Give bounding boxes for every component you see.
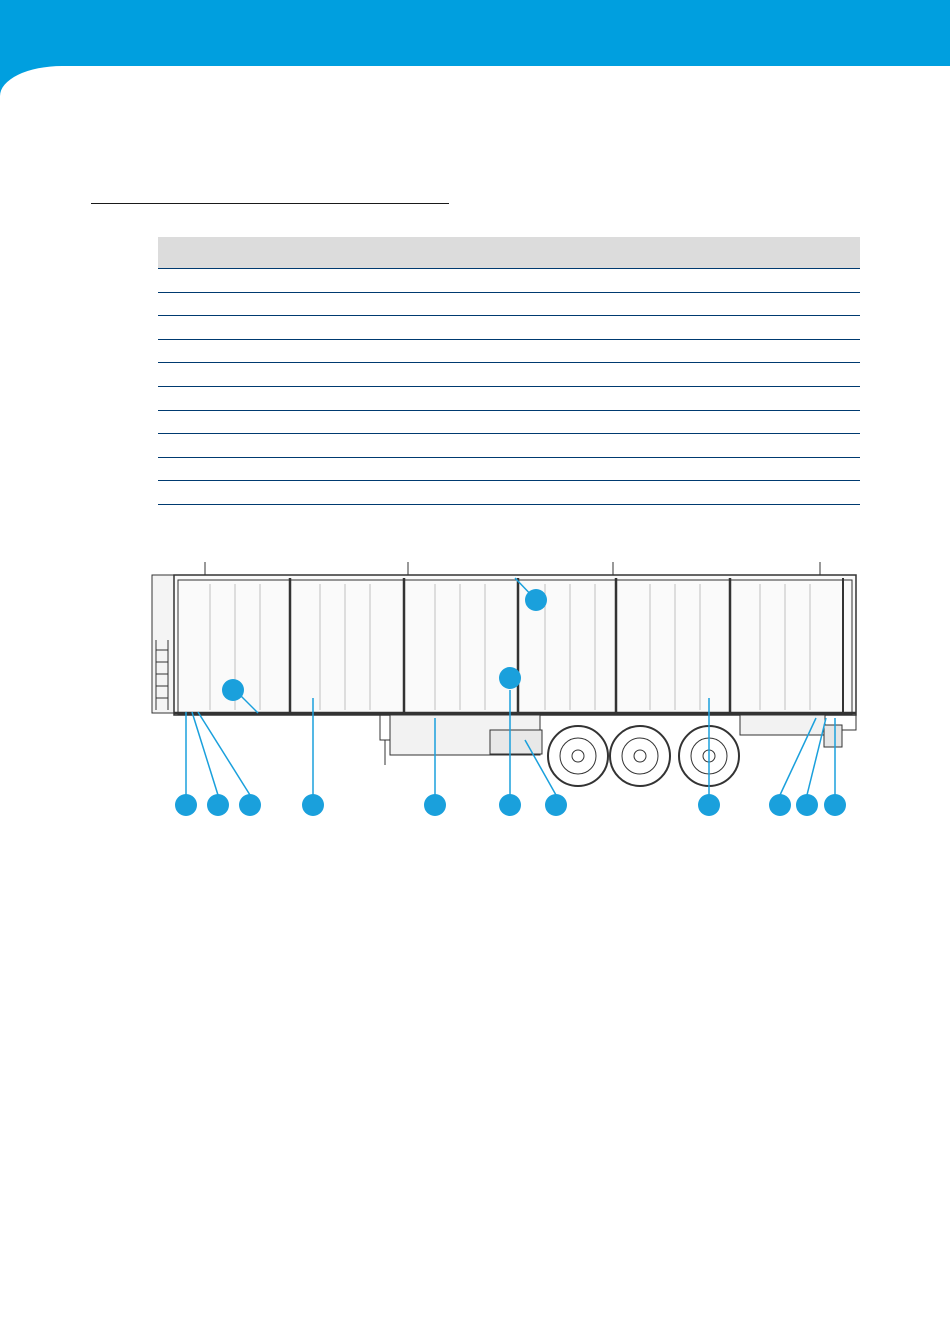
- table-row: [158, 434, 860, 458]
- parts-table: [158, 237, 860, 505]
- table-row: [158, 363, 860, 387]
- table-header: [158, 237, 860, 269]
- callout-marker: [239, 794, 261, 816]
- section-heading-rule: [91, 203, 449, 204]
- table-row: [158, 269, 860, 293]
- table-row: [158, 411, 860, 435]
- trailer-figure: [140, 550, 860, 825]
- callout-marker: [302, 794, 324, 816]
- trailer-drawing: [140, 550, 860, 825]
- callout-marker: [545, 794, 567, 816]
- table-row: [158, 387, 860, 411]
- table-row: [158, 293, 860, 317]
- table-row: [158, 481, 860, 505]
- table-row: [158, 316, 860, 340]
- table-row: [158, 340, 860, 364]
- table-row: [158, 458, 860, 482]
- callout-marker: [499, 794, 521, 816]
- callout-marker: [698, 794, 720, 816]
- trailer-body: [152, 562, 856, 765]
- callout-marker: [207, 794, 229, 816]
- callout-marker: [222, 679, 244, 701]
- callout-marker: [796, 794, 818, 816]
- callout-marker: [424, 794, 446, 816]
- callout-marker: [175, 794, 197, 816]
- axle-wheels: [548, 726, 739, 786]
- header-band: [0, 0, 950, 66]
- callout-marker: [499, 667, 521, 689]
- callout-marker: [769, 794, 791, 816]
- callout-marker: [824, 794, 846, 816]
- callout-marker: [525, 589, 547, 611]
